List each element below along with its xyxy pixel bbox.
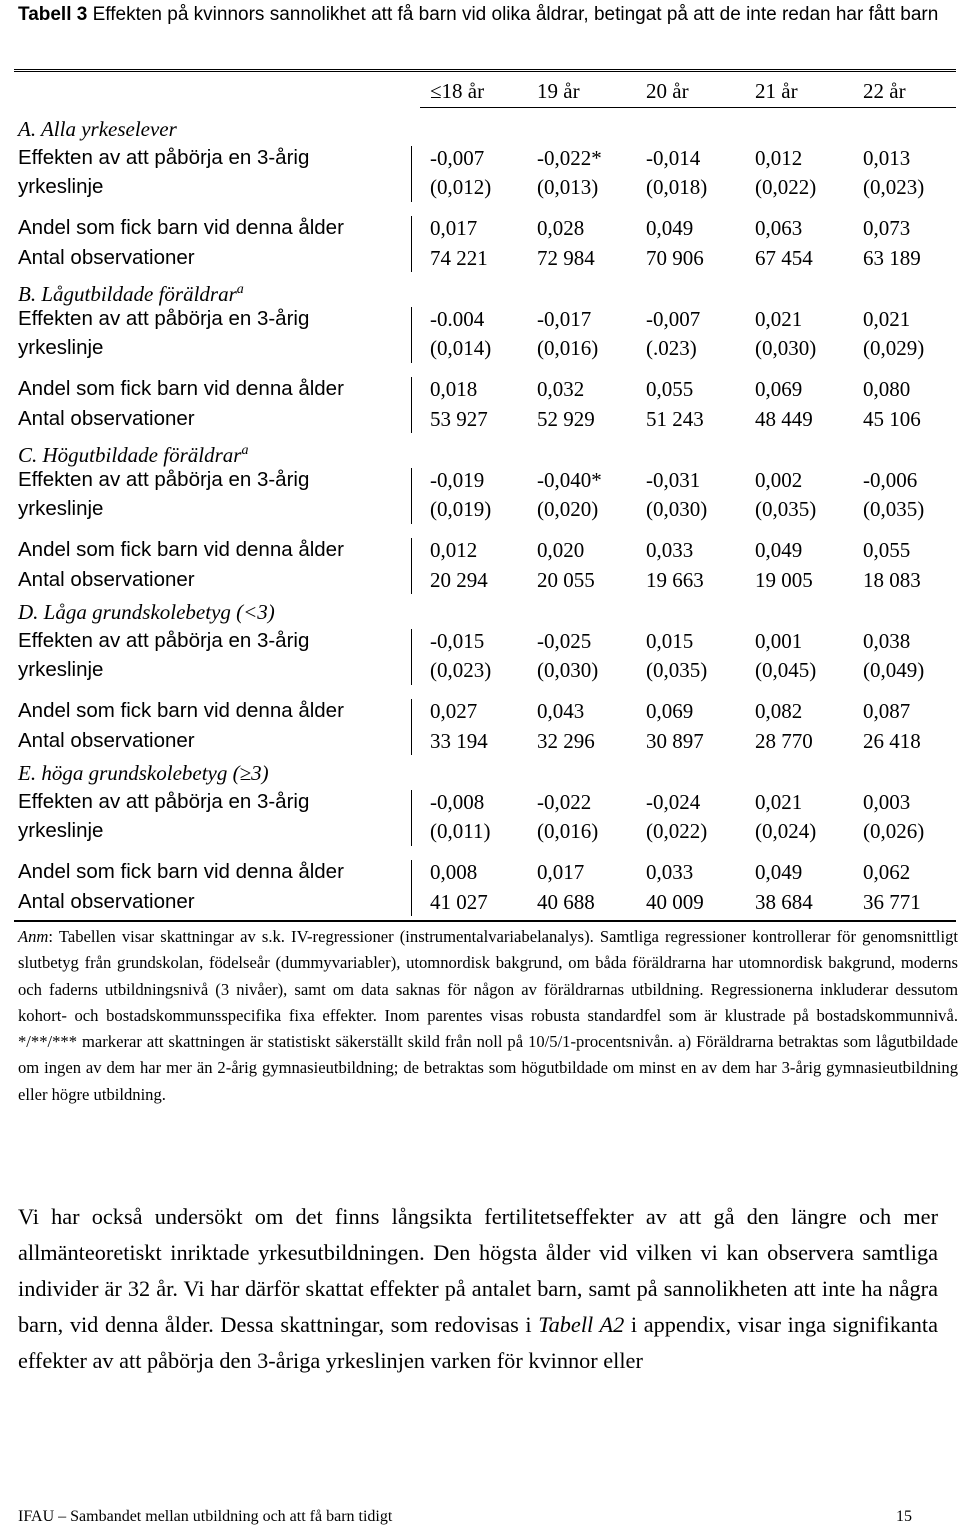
effect-estimate: -0,024 <box>646 790 701 814</box>
column-divider <box>411 307 412 363</box>
footer-running-title: IFAU – Sambandet mellan utbildning och att få barn tidigt <box>18 1508 393 1525</box>
share-with-child: 0,008 <box>430 860 478 884</box>
share-with-child: 0,028 <box>537 216 585 240</box>
standard-error: (0,013) <box>537 175 599 199</box>
standard-error: (0,029) <box>863 336 925 360</box>
column-header: 19 år <box>537 79 580 103</box>
observation-count: 40 009 <box>646 890 704 914</box>
standard-error: (0,022) <box>755 175 817 199</box>
share-with-child: 0,055 <box>646 377 694 401</box>
standard-error: (0,035) <box>863 497 925 521</box>
table-bottom-rule <box>14 920 956 922</box>
column-header: 22 år <box>863 79 906 103</box>
observation-count: 45 106 <box>863 407 921 431</box>
standard-error: (0,026) <box>863 819 925 843</box>
standard-error: (0,022) <box>646 819 708 843</box>
row-label-effect: Effekten av att påbörja en 3-årig <box>18 307 310 330</box>
row-label-effect: Effekten av att påbörja en 3-årig <box>18 468 310 491</box>
share-with-child: 0,080 <box>863 377 911 401</box>
observation-count: 20 294 <box>430 568 488 592</box>
body-text-before: Vi har också undersökt om det finns långsikta fertilitetseffekter av att gå den längre och mer allmänteoretiskt inriktade yrkesutbildningen. Den högsta ålder vid vilken vi kan observera samtliga individer är 32 år. Vi har därför skattat effekter på antalet barn, samt på sannolikheten att inte ha några barn, vid denna ålder. Dessa skattningar, som redovisas i <box>18 1204 938 1337</box>
effect-estimate: -0,007 <box>646 307 701 331</box>
column-divider <box>411 860 412 916</box>
share-with-child: 0,017 <box>430 216 478 240</box>
row-label-observations: Antal observationer <box>18 890 195 913</box>
effect-estimate: -0,014 <box>646 146 701 170</box>
column-divider <box>411 538 412 594</box>
effect-estimate: 0,038 <box>863 629 911 653</box>
table-note-text: : Tabellen visar skattningar av s.k. IV-regressioner (instrumentalvariabelanalys). Samtliga regressioner kontrollerar för genomsnittligt slutbetyg från grundskolan, födelseår (dummyvariabler), utomnordisk bakgrund, om båda föräldrarna har utomnordisk bakgrund, moderns och faderns utbildningsnivå (3 nivåer), samt om data saknas för någon av föräldrarnas utbildning. Regressionerna inkluderar dessutom kohort- och bostadskommunsspecifika fixa effekter. Inom parentes visas robusta standardfel som är klustrade på bostadskommunnivå. */**/*** markerar att skattningen är statistiskt säkerställt skild från noll på 10/5/1-procentsnivån. a) Föräldrarna betraktas som lågutbildade om ingen av dem har mer än 2-årig gymnasieutbildning; de betraktas som högutbildade om minst en av dem har 3-årig gymnasieutbildning eller högre utbildning. <box>18 927 958 1104</box>
section-title-text: E. höga grundskolebetyg (≥3) <box>18 761 269 785</box>
table-caption <box>18 2 948 28</box>
observation-count: 41 027 <box>430 890 488 914</box>
section-title-footnote-mark: a <box>236 282 244 297</box>
share-with-child: 0,063 <box>755 216 803 240</box>
effect-estimate: 0,021 <box>755 307 803 331</box>
share-with-child: 0,069 <box>646 699 694 723</box>
row-label-effect-cont: yrkeslinje <box>18 819 104 842</box>
body-paragraph <box>18 1199 938 1379</box>
share-with-child: 0,012 <box>430 538 478 562</box>
column-header: 21 år <box>755 79 798 103</box>
observation-count: 48 449 <box>755 407 813 431</box>
standard-error: (0,045) <box>755 658 817 682</box>
effect-estimate: 0,012 <box>755 146 803 170</box>
share-with-child: 0,062 <box>863 860 911 884</box>
observation-count: 20 055 <box>537 568 595 592</box>
row-label-share: Andel som fick barn vid denna ålder <box>18 699 344 722</box>
row-label-effect-cont: yrkeslinje <box>18 658 104 681</box>
section-title-text: C. Högutbildade föräldrar <box>18 443 242 467</box>
standard-error: (0,030) <box>646 497 708 521</box>
effect-estimate: -0,022* <box>537 146 602 170</box>
standard-error: (0,012) <box>430 175 492 199</box>
row-label-effect-cont: yrkeslinje <box>18 336 104 359</box>
standard-error: (0,019) <box>430 497 492 521</box>
section-title <box>18 114 177 144</box>
share-with-child: 0,043 <box>537 699 585 723</box>
section-title <box>18 597 275 627</box>
observation-count: 26 418 <box>863 729 921 753</box>
effect-estimate: -0,040* <box>537 468 602 492</box>
share-with-child: 0,020 <box>537 538 585 562</box>
standard-error: (.023) <box>646 336 697 360</box>
row-label-effect-cont: yrkeslinje <box>18 175 104 198</box>
effect-estimate: 0,021 <box>755 790 803 814</box>
share-with-child: 0,073 <box>863 216 911 240</box>
row-label-effect-cont: yrkeslinje <box>18 497 104 520</box>
observation-count: 38 684 <box>755 890 813 914</box>
standard-error: (0,035) <box>755 497 817 521</box>
share-with-child: 0,033 <box>646 538 694 562</box>
column-divider <box>411 216 412 272</box>
column-header: ≤18 år <box>430 79 485 103</box>
share-with-child: 0,017 <box>537 860 585 884</box>
share-with-child: 0,055 <box>863 538 911 562</box>
standard-error: (0,020) <box>537 497 599 521</box>
standard-error: (0,016) <box>537 819 599 843</box>
table-top-rule <box>14 69 956 72</box>
observation-count: 63 189 <box>863 246 921 270</box>
column-divider <box>411 699 412 755</box>
section-title-footnote-mark: a <box>241 443 249 458</box>
column-header: 20 år <box>646 79 689 103</box>
observation-count: 74 221 <box>430 246 488 270</box>
column-divider <box>411 629 412 685</box>
column-divider <box>411 377 412 433</box>
standard-error: (0,049) <box>863 658 925 682</box>
table-note-label: Anm <box>18 927 49 946</box>
share-with-child: 0,027 <box>430 699 478 723</box>
observation-count: 53 927 <box>430 407 488 431</box>
row-label-effect: Effekten av att påbörja en 3-årig <box>18 790 310 813</box>
effect-estimate: -0,031 <box>646 468 701 492</box>
effect-estimate: -0,008 <box>430 790 485 814</box>
observation-count: 67 454 <box>755 246 813 270</box>
body-table-reference: Tabell A2 <box>538 1312 625 1337</box>
effect-estimate: -0,015 <box>430 629 485 653</box>
standard-error: (0,014) <box>430 336 492 360</box>
body-text-after: i appendix, visar inga signifikanta effekter av att påbörja den 3-åriga yrkeslinjen varken för kvinnor eller <box>18 1312 938 1373</box>
share-with-child: 0,069 <box>755 377 803 401</box>
observation-count: 70 906 <box>646 246 704 270</box>
observation-count: 36 771 <box>863 890 921 914</box>
observation-count: 51 243 <box>646 407 704 431</box>
share-with-child: 0,082 <box>755 699 803 723</box>
standard-error: (0,024) <box>755 819 817 843</box>
row-label-observations: Antal observationer <box>18 246 195 269</box>
effect-estimate: 0,001 <box>755 629 803 653</box>
section-title-text: B. Lågutbildade föräldrar <box>18 282 237 306</box>
row-label-effect: Effekten av att påbörja en 3-årig <box>18 146 310 169</box>
footer-page-number: 15 <box>896 1508 912 1525</box>
effect-estimate: -0,006 <box>863 468 918 492</box>
standard-error: (0,030) <box>537 658 599 682</box>
standard-error: (0,030) <box>755 336 817 360</box>
row-label-share: Andel som fick barn vid denna ålder <box>18 538 344 561</box>
observation-count: 19 663 <box>646 568 704 592</box>
table-caption-text: Effekten på kvinnors sannolikhet att få barn vid olika åldrar, betingat på att de inte redan har fått barn <box>87 4 939 25</box>
standard-error: (0,016) <box>537 336 599 360</box>
effect-estimate: 0,003 <box>863 790 911 814</box>
standard-error: (0,023) <box>430 658 492 682</box>
section-title <box>18 758 269 788</box>
header-rule <box>420 107 956 108</box>
effect-estimate: -0,025 <box>537 629 592 653</box>
row-label-observations: Antal observationer <box>18 407 195 430</box>
effect-estimate: -0,019 <box>430 468 485 492</box>
standard-error: (0,023) <box>863 175 925 199</box>
observation-count: 19 005 <box>755 568 813 592</box>
row-label-share: Andel som fick barn vid denna ålder <box>18 860 344 883</box>
standard-error: (0,035) <box>646 658 708 682</box>
observation-count: 52 929 <box>537 407 595 431</box>
section-title-text: A. Alla yrkeselever <box>18 117 177 141</box>
row-label-observations: Antal observationer <box>18 568 195 591</box>
observation-count: 30 897 <box>646 729 704 753</box>
row-label-share: Andel som fick barn vid denna ålder <box>18 216 344 239</box>
share-with-child: 0,087 <box>863 699 911 723</box>
column-divider <box>411 790 412 846</box>
standard-error: (0,011) <box>430 819 491 843</box>
share-with-child: 0,032 <box>537 377 585 401</box>
observation-count: 40 688 <box>537 890 595 914</box>
table-note <box>18 924 958 1108</box>
observation-count: 28 770 <box>755 729 813 753</box>
effect-estimate: 0,015 <box>646 629 694 653</box>
share-with-child: 0,049 <box>646 216 694 240</box>
row-label-effect: Effekten av att påbörja en 3-årig <box>18 629 310 652</box>
share-with-child: 0,049 <box>755 860 803 884</box>
share-with-child: 0,033 <box>646 860 694 884</box>
observation-count: 18 083 <box>863 568 921 592</box>
effect-estimate: -0,007 <box>430 146 485 170</box>
row-label-share: Andel som fick barn vid denna ålder <box>18 377 344 400</box>
effect-estimate: -0,017 <box>537 307 592 331</box>
effect-estimate: 0,013 <box>863 146 911 170</box>
share-with-child: 0,049 <box>755 538 803 562</box>
section-title-text: D. Låga grundskolebetyg (<3) <box>18 600 275 624</box>
effect-estimate: -0,022 <box>537 790 592 814</box>
row-label-observations: Antal observationer <box>18 729 195 752</box>
observation-count: 72 984 <box>537 246 595 270</box>
standard-error: (0,018) <box>646 175 708 199</box>
column-divider <box>411 468 412 524</box>
share-with-child: 0,018 <box>430 377 478 401</box>
column-divider <box>411 146 412 202</box>
observation-count: 33 194 <box>430 729 488 753</box>
observation-count: 32 296 <box>537 729 595 753</box>
table-caption-label: Tabell 3 <box>18 4 88 25</box>
effect-estimate: 0,021 <box>863 307 911 331</box>
effect-estimate: 0,002 <box>755 468 803 492</box>
effect-estimate: -0.004 <box>430 307 485 331</box>
